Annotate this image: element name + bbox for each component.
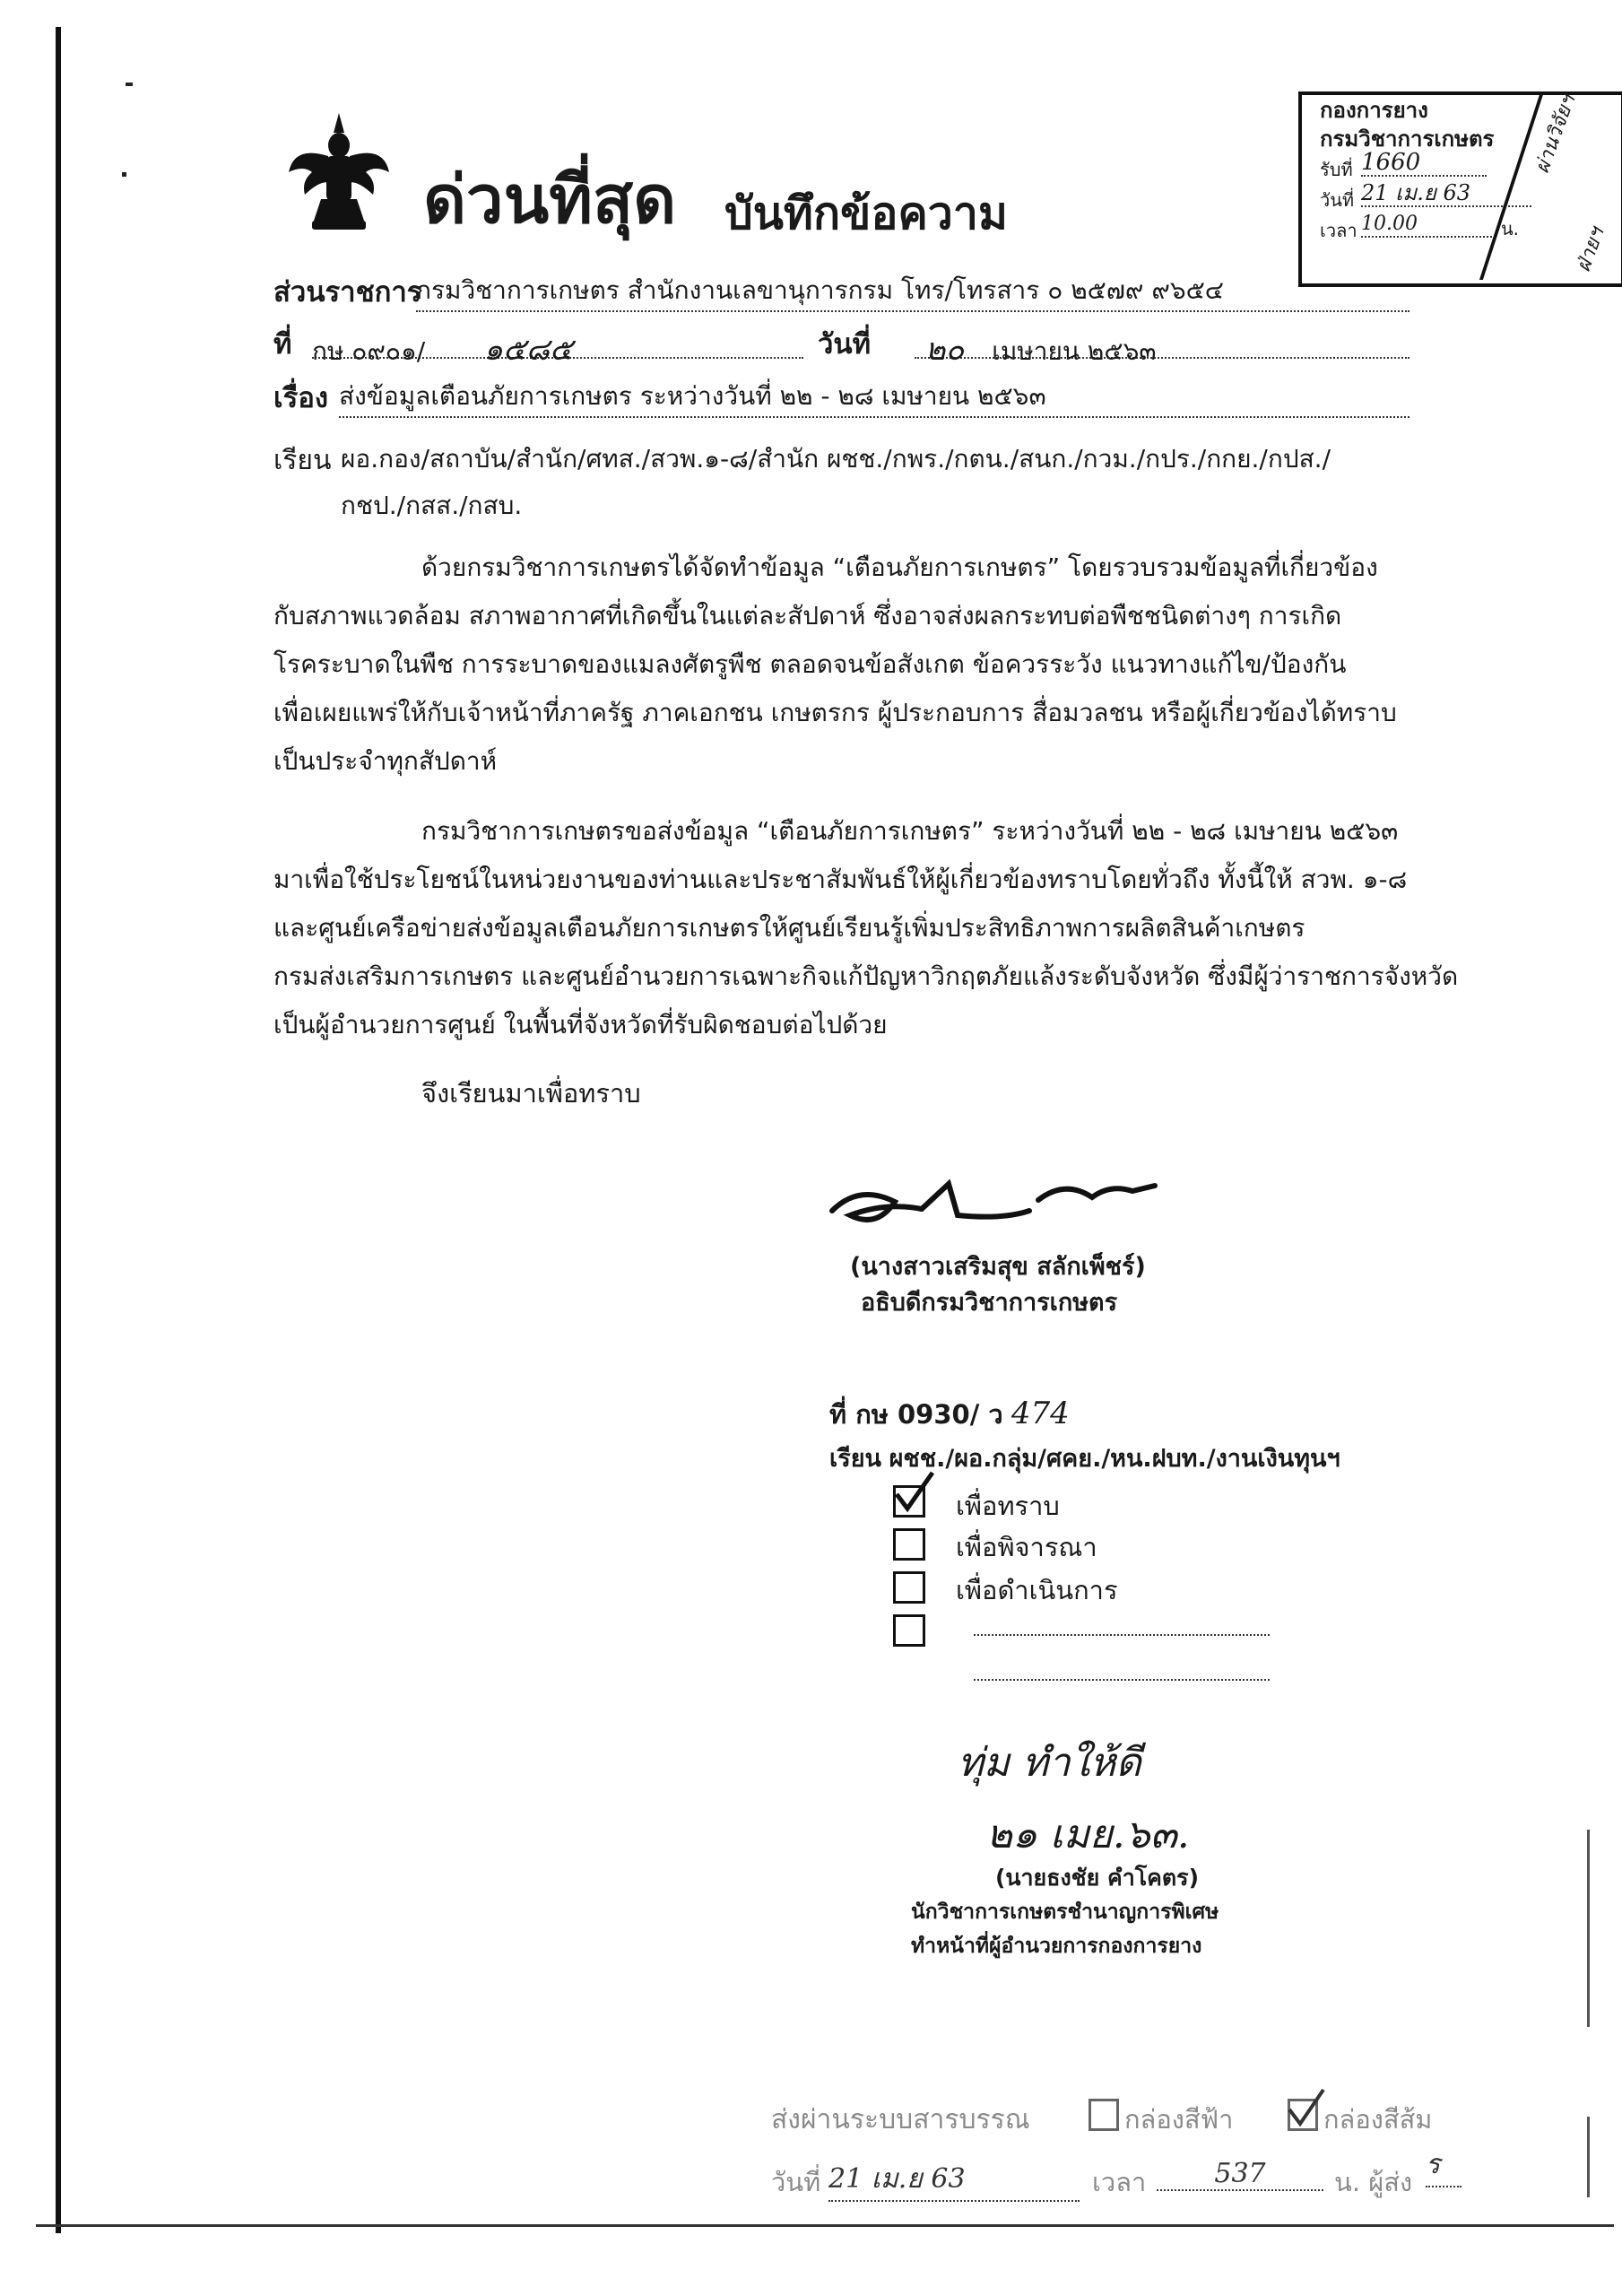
- checkbox-other[interactable]: [893, 1614, 925, 1647]
- footer-sender-label: น. ผู้ส่ง: [1334, 2167, 1413, 2197]
- footer-sender-mark: ร: [1426, 2144, 1462, 2187]
- agency-value: กรมวิชาการเกษตร สำนักงานเลขานุการกรม โทร/โทรสาร ๐ ๒๕๗๙ ๙๖๕๔: [416, 271, 1409, 312]
- memo-title: บันทึกข้อความ: [724, 187, 1008, 239]
- signature-director-general: [823, 1166, 1164, 1238]
- footer-box-blue-checkbox[interactable]: [1089, 2099, 1119, 2131]
- p2-line: และศูนย์เครือข่ายส่งข้อมูลเตือนภัยการเกษตรให้ศูนย์เรียนรู้เพิ่มประสิทธิภาพการผลิตสินค้าเกษตร: [273, 913, 1305, 943]
- p1-line: ด้วยกรมวิชาการเกษตรได้จัดทำข้อมูล “เตือนภัยการเกษตร” โดยรวบรวมข้อมูลที่เกี่ยวข้อง: [421, 552, 1378, 582]
- other-blank-line-1: [974, 1634, 1270, 1636]
- receipt-stamp: [1298, 91, 1622, 287]
- stamp-received-label: รับที่: [1320, 159, 1353, 180]
- p1-line: เพื่อเผยแพร่ให้กับเจ้าหน้าที่ภาครัฐ ภาคเอกชน เกษตรกร ผู้ประกอบการ สื่อมวลชน หรือผู้เกี่ยวข้องได้ทราบ: [273, 698, 1397, 727]
- footer-box-orange-label: กล่องสีส้ม: [1323, 2104, 1433, 2135]
- stamp-time-suffix: น.: [1501, 218, 1520, 239]
- ref-label: ที่: [273, 328, 292, 361]
- footer-date-label: วันที่: [771, 2167, 821, 2197]
- footer-system-label: ส่งผ่านระบบสารบรรณ: [771, 2104, 1030, 2135]
- routing-ref: [829, 1394, 1070, 1435]
- handwritten-date: ๒๑ เมย.๖๓.: [986, 1812, 1190, 1857]
- signature2-position-1: นักวิชาการเกษตรชำนาญการพิเศษ: [911, 1900, 1219, 1924]
- p1-line: โรคระบาดในพืช การระบาดของแมลงศัตรูพืช ตลอดจนข้อสังเกต ข้อควรระวัง แนวทางแก้ไข/ป้องกัน: [273, 649, 1347, 679]
- stamp-received-no: 1660: [1361, 151, 1487, 177]
- ref-value: [312, 325, 803, 368]
- signature2-name: (นายธงชัย คำโคตร): [995, 1865, 1199, 1891]
- stamp-department: กรมวิชาการเกษตร: [1320, 126, 1495, 152]
- salutation-line1: ผอ.กอง/สถาบัน/สำนัก/ศทส./สวพ.๑-๘/สำนัก ผชช./กพร./กตน./สนก./กวม./กปร./กกย./กปส./: [341, 444, 1331, 474]
- right-edge-mark: [1587, 2117, 1590, 2197]
- left-edge-bar: [56, 27, 61, 2233]
- stamp-date-label: วันที่: [1320, 189, 1355, 211]
- salutation-label: เรียน: [273, 445, 332, 476]
- stamp-date: 21 เม.ย 63: [1361, 181, 1531, 207]
- p2-line: กรมส่งเสริมการเกษตร และศูนย์อำนวยการเฉพาะกิจแก้ปัญหาวิกฤตภัยแล้งระดับจังหวัด ซึ่งมีผู้ว่าราชการจังหวัด: [273, 961, 1459, 991]
- closing-line: จึงเรียนมาเพื่อทราบ: [421, 1078, 641, 1109]
- signature2-position-2: ทำหน้าที่ผู้อำนวยการกองการยาง: [911, 1935, 1202, 1958]
- routing-ref-handwritten: 474: [1010, 1396, 1070, 1431]
- signature1-name: (นางสาวเสริมสุข สลักเพ็ชร์): [850, 1253, 1146, 1281]
- routing-to-label: เรียน: [829, 1445, 882, 1473]
- ref-prefix: กษ ๐๙๐๑/: [312, 336, 426, 366]
- footer-date: 21 เม.ย 63: [828, 2158, 1080, 2202]
- agency-label: ส่วนราชการ: [273, 276, 422, 309]
- p2-line: มาเพื่อใช้ประโยชน์ในหน่วยงานของท่านและประชาสัมพันธ์ให้ผู้เกี่ยวข้องทราบโดยทั่วถึง ทั้งนี้ให้ สวพ. ๑-๘: [273, 865, 1408, 894]
- p2-line: เป็นผู้อำนวยการศูนย์ ในพื้นที่จังหวัดที่รับผิดชอบต่อไปด้วย: [273, 1010, 888, 1039]
- option-label: เพื่อพิจารณา: [956, 1532, 1097, 1562]
- ref-handwritten: ๑๕๘๕: [483, 332, 573, 368]
- routing-to-value: ผชช./ผอ.กลุ่ม/ศคย./หน.ฝบท./งานเงินทุนฯ: [889, 1445, 1340, 1473]
- scan-speck: [126, 83, 133, 86]
- garuda-emblem-icon: [285, 109, 393, 235]
- other-blank-line-2: [974, 1679, 1270, 1681]
- p2-line: กรมวิชาการเกษตรขอส่งข้อมูล “เตือนภัยการเกษตร” ระหว่างวันที่ ๒๒ - ๒๘ เมษายน ๒๕๖๓: [421, 816, 1399, 846]
- scan-speck: [122, 172, 126, 177]
- date-day-handwritten: ๒๐: [925, 332, 965, 368]
- footer-time: 537: [1157, 2158, 1323, 2191]
- handwritten-note: ทุ่ม ทำให้ดี: [958, 1740, 1141, 1786]
- stamp-time-label: เวลา: [1320, 220, 1357, 241]
- footer-time-label: เวลา: [1092, 2167, 1147, 2197]
- body-paragraph-1: [273, 544, 1448, 786]
- subject-value: ส่งข้อมูลเตือนภัยการเกษตร ระหว่างวันที่ ๒๒ - ๒๘ เมษายน ๒๕๖๓: [339, 377, 1409, 418]
- checkbox-for-consideration[interactable]: [893, 1528, 925, 1561]
- urgency-title: ด่วนที่สุด: [423, 161, 677, 239]
- check-mark-icon: [1284, 2086, 1327, 2129]
- stamp-side-note-2: ฝ่ายฯ: [1572, 224, 1609, 275]
- option-label: เพื่อทราบ: [956, 1491, 1060, 1521]
- footer-box-blue-label: กล่องสีฟ้า: [1124, 2104, 1234, 2135]
- p1-line: กับสภาพแวดล้อม สภาพอากาศที่เกิดขึ้นในแต่ละสัปดาห์ ซึ่งอาจส่งผลกระทบต่อพืชชนิดต่างๆ การเกิด: [273, 601, 1342, 631]
- stamp-side-note-1: ผ่านวิจัยฯ: [1531, 91, 1581, 177]
- bottom-edge-line: [36, 2224, 1614, 2227]
- subject-label: เรื่อง: [273, 382, 329, 414]
- date-label: วันที่: [818, 328, 872, 361]
- signature1-position: อธิบดีกรมวิชาการเกษตร: [861, 1289, 1118, 1317]
- checkbox-for-action[interactable]: [893, 1571, 925, 1604]
- option-label: เพื่อดำเนินการ: [956, 1575, 1118, 1605]
- check-mark-icon: [891, 1469, 936, 1514]
- p1-line: เป็นประจำทุกสัปดาห์: [273, 746, 498, 776]
- right-edge-mark: [1587, 1830, 1590, 2027]
- salutation-line2: กชป./กสส./กสบ.: [341, 491, 523, 520]
- stamp-division: กองการยาง: [1320, 98, 1428, 123]
- body-paragraph-2: [273, 807, 1459, 1049]
- routing-ref-label: ที่ กษ 0930/ ว: [829, 1399, 1003, 1430]
- date-month-year: เมษายน ๒๕๖๓: [992, 336, 1157, 366]
- stamp-time: 10.00: [1361, 212, 1496, 238]
- date-value: [915, 325, 1409, 368]
